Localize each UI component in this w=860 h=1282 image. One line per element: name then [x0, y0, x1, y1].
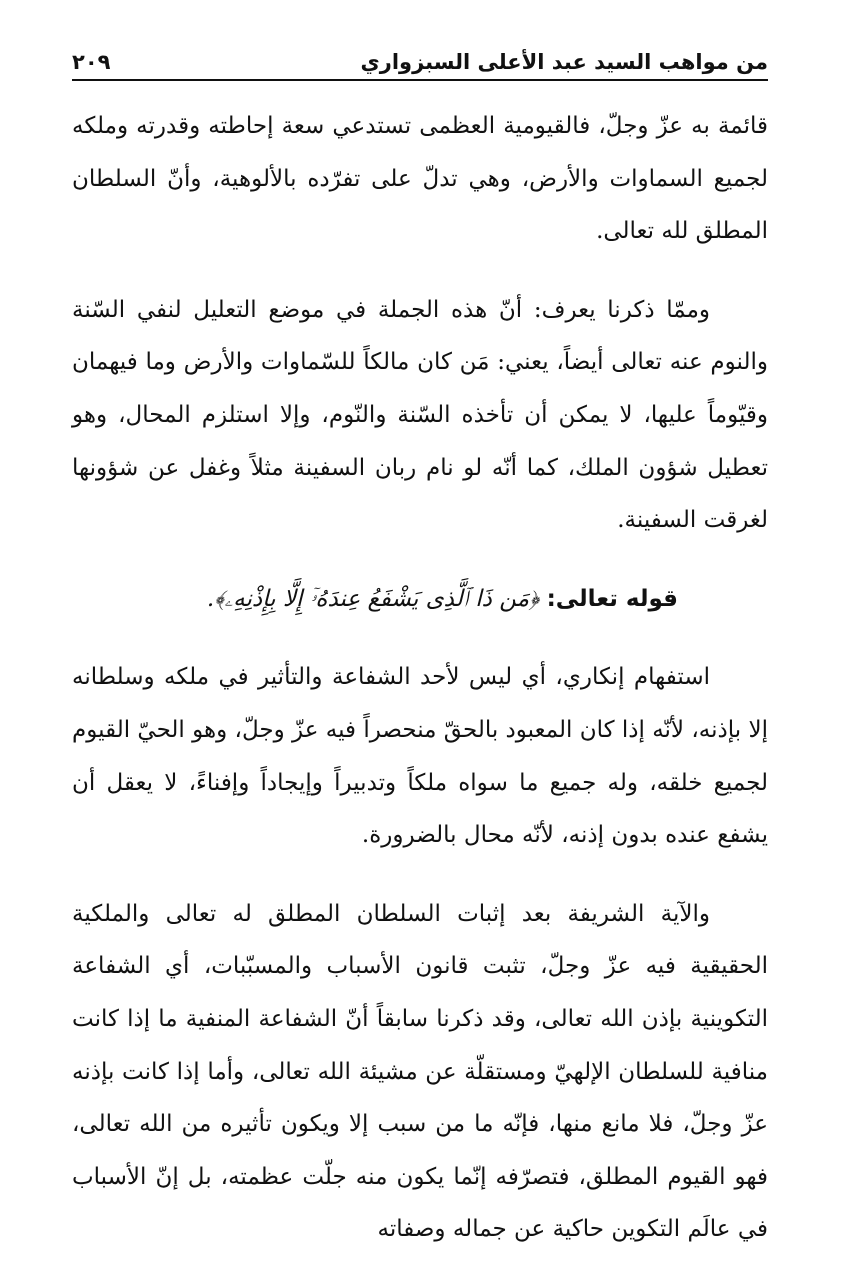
paragraph-1: قائمة به عزّ وجلّ، فالقيومية العظمى تستدعي سعة إحاطته وقدرته وملكه لجميع السماوات والأرض، وهي تدلّ على تفرّده بالألوهية، وأنّ السلطان المطلق لله تعالى. — [72, 113, 768, 245]
verse-label: قوله تعالى: — [546, 585, 678, 612]
verse-heading — [72, 573, 768, 626]
paragraph-2: وممّا ذكرنا يعرف: أنّ هذه الجملة في موضع التعليل لنفي السّنة والنوم عنه تعالى أيضاً، يعني: مَن كان مالكاً للسّماوات والأرض وما فيهمان وقيّوماً عليها، لا يمكن أن تأخذه السّنة والنّوم، وإلا استلزم المحال، وهو تعطيل شؤون الملك، كما أنّه لو نام ربان السفينة مثلاً وغفل عن شؤونها لغرقت السفينة. — [72, 296, 768, 534]
running-title: من مواهب السيد عبد الأعلى السبزواري — [360, 50, 768, 74]
page-body — [72, 100, 768, 1282]
verse-quote: ﴿مَن ذَا ٱلَّذِى يَشْفَعُ عِندَهُۥٓ إِلَّا بِإِذْنِهِۦ﴾. — [206, 585, 540, 612]
header-rule — [72, 79, 768, 81]
page-header — [72, 34, 768, 74]
page-number: ٢٠٩ — [72, 50, 111, 74]
paragraph-3: استفهام إنكاري، أي ليس لأحد الشفاعة والتأثير في ملكه وسلطانه إلا بإذنه، لأنّه إذا كان المعبود بالحقّ منحصراً فيه عزّ وجلّ، وهو الحيّ القيوم لجميع خلقه، وله جميع ما سواه ملكاً وتدبيراً وإيجاداً وإفناءً، لا يعقل أن يشفع عنده بدون إذنه، لأنّه محال بالضرورة. — [72, 664, 768, 849]
paragraph-4: والآية الشريفة بعد إثبات السلطان المطلق له تعالى والملكية الحقيقية فيه عزّ وجلّ، تثبت قانون الأسباب والمسبّبات، أي الشفاعة التكوينية بإذن الله تعالى، وقد ذكرنا سابقاً أنّ الشفاعة المنفية ما إذا كانت منافية للسلطان الإلهيّ ومستقلّة عن مشيئة الله تعالى، وأما إذا كانت بإذنه عزّ وجلّ، فلا مانع منها، فإنّه ما من سبب إلا ويكون تأثيره من الله تعالى، فهو القيوم المطلق، فتصرّفه إنّما يكون منه جلّت عظمته، بل إنّ الأسباب في عالَم التكوين حاكية عن جماله وصفاته — [72, 900, 768, 1243]
